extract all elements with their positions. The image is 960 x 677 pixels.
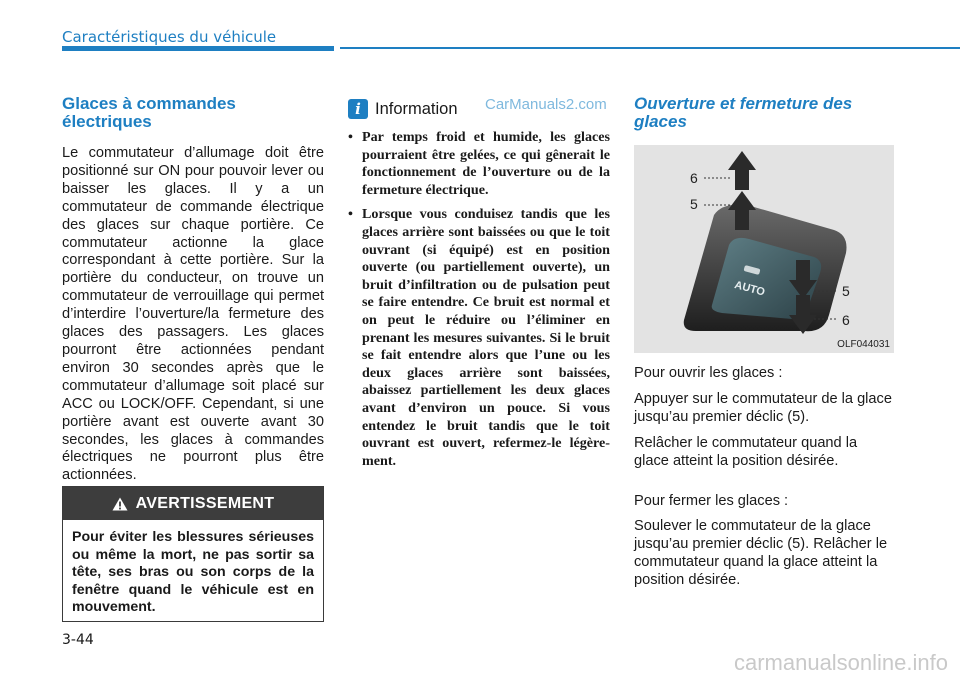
window-switch-figure: [634, 145, 894, 353]
paragraph: Appuyer sur le commutateur de la glace jusqu’au premier déclic (5).: [634, 390, 892, 425]
column-right: [634, 95, 896, 590]
section-body-power-windows: Le commutateur d’allumage doit être positionné sur ON pour pouvoir lever ou baisser les glaces. Il y a un commutateur de commande électrique des glaces sur chaque portière. Ce commutateur actionne la glace correspondant à cette portière. Sur la portière du conducteur, on trouve un commutateur de verrouillage qui permet d’interdire l’ouverture/la fermeture des glaces des passagers. Les glaces pourront être actionnées pendant environ 30 secondes après que le commutateur d’allumage soit placé sur ACC ou LOCK/OFF. Cependant, si une portière avant est ouverte avant 30 secondes, les glaces à commandes électriques ne pourront plus être actionnées.: [62, 145, 324, 484]
header-rule-thick: [62, 46, 334, 51]
page-number: 3-44: [62, 632, 94, 648]
figure-label-5-down: 5: [842, 283, 850, 299]
header-rule-thin: [340, 47, 960, 49]
paragraph: Pour ouvrir les glaces :: [634, 365, 783, 381]
section-header-title: Caractéristiques du véhicule: [62, 28, 277, 46]
warning-box: [62, 486, 324, 622]
paragraph: Soulever le commutateur de la glace jusqu’au premier déclic (5). Relâcher le commutateur quand la glace atteint la position désirée.: [634, 518, 888, 589]
warning-triangle-icon: [112, 497, 128, 511]
information-list: [348, 129, 610, 470]
window-switch-illustration: [634, 145, 894, 353]
information-header: [348, 95, 610, 123]
information-title: Information: [375, 99, 458, 118]
section-title-window-operation: Ouverture et fermeture des glaces: [634, 94, 853, 131]
figure-code: OLF044031: [837, 339, 890, 350]
switch-auto-label: AUTO: [733, 279, 767, 299]
column-left: [62, 95, 324, 485]
footer-watermark[interactable]: carmanualsonline.info: [733, 650, 948, 675]
section-title-power-windows: Glaces à commandes électriques: [62, 94, 236, 131]
warning-title: AVERTISSEMENT: [135, 494, 275, 512]
watermark-link[interactable]: CarManuals2.com: [485, 96, 607, 113]
list-item: • Par temps froid et humide, les glaces pourraient être gelées, ce qui gênerait le fonctionnement de l’ouverture ou de la fermeture électrique.: [348, 129, 610, 198]
list-item: • Lorsque vous conduisez tandis que les glaces arrière sont baissées ou que le toit ouvrant (si équipé) est en position ouverte (ou partiellement ouverte), un bruit d’infiltration ou de pulsation peut se faire entendre. Ce bruit est normal et on peut le réduire ou l’éliminer en prenant les mesures suivantes. Si le bruit se fait entendre alors que l’une ou les deux glaces arrière sont baissées, abaissez partiellement les deux glaces avant d’environ un pouce. Si vous entendez le bruit tandis que le toit ouvrant est ouvert, refermez-le légère-ment.: [348, 206, 610, 469]
figure-label-6-up: 6: [690, 170, 698, 186]
figure-label-6-down: 6: [842, 312, 850, 328]
info-icon: i: [348, 99, 368, 119]
window-operation-text: [634, 365, 896, 590]
warning-text: Pour éviter les blessures sérieuses ou même la mort, ne pas sortir sa tête, ses bras ou son corps de la fenêtre quand le véhicule est en mouvement.: [72, 529, 314, 616]
figure-label-5-up: 5: [690, 196, 698, 212]
paragraph: Pour fermer les glaces :: [634, 492, 789, 509]
warning-header: [63, 487, 323, 520]
column-middle: [348, 95, 610, 477]
paragraph: Relâcher le commutateur quand la glace atteint la position désirée.: [634, 434, 858, 469]
